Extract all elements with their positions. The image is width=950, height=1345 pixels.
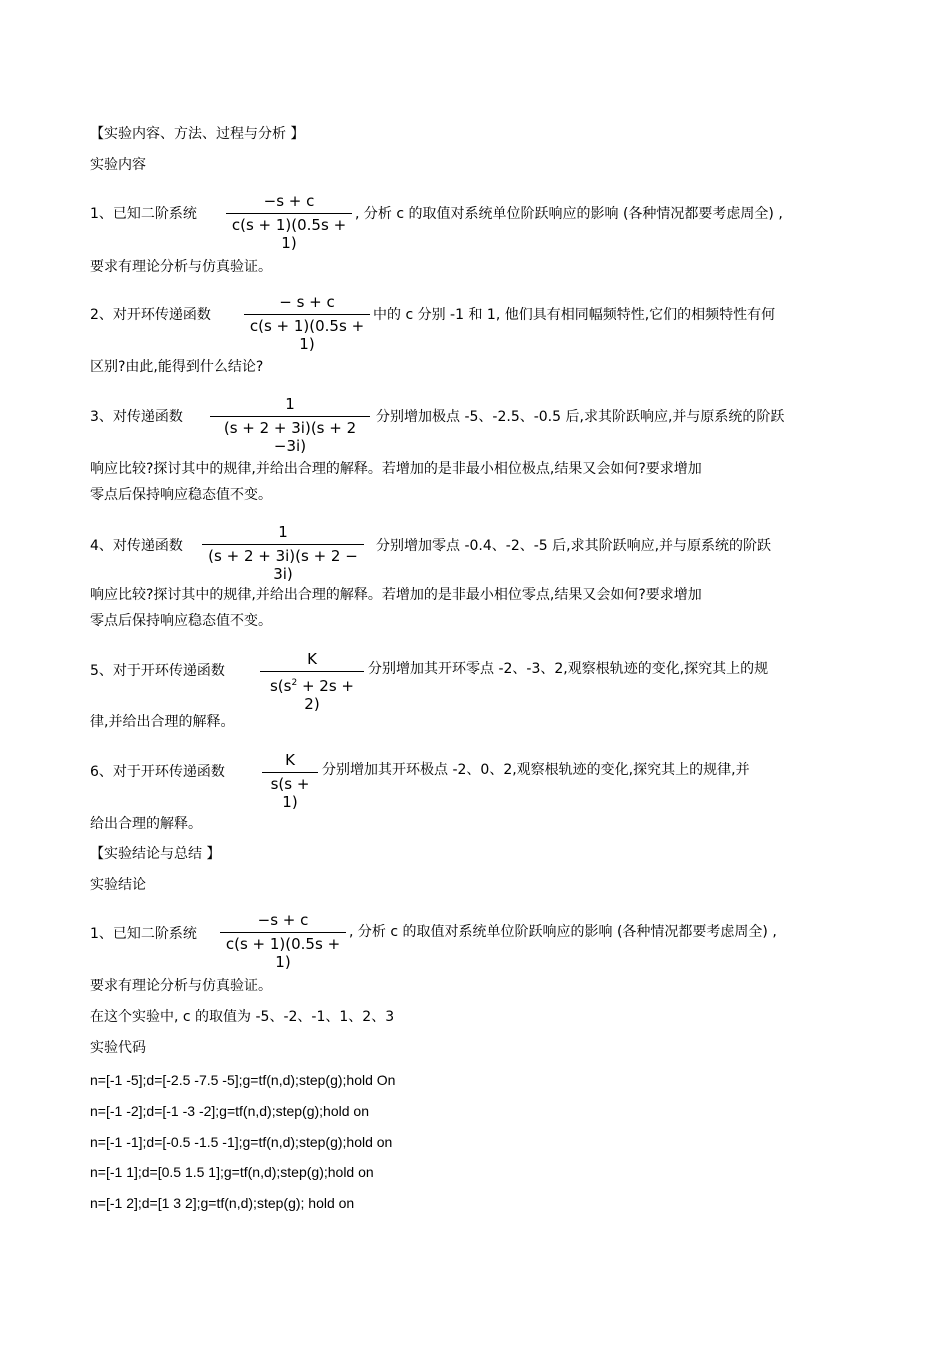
code-line: n=[-1 -5];d=[-2.5 -7.5 -5];g=tf(n,d);step(g);hold On	[90, 1072, 396, 1088]
c-values-text: 在这个实验中, c 的取值为 -5、-2、-1、1、2、3	[90, 1009, 395, 1025]
conclusion-item1-lead: 1、已知二阶系统	[90, 926, 197, 942]
item3-fraction	[210, 395, 370, 455]
item5-tail: 分别增加其开环零点 -2、-3、2,观察根轨迹的变化,探究其上的规	[368, 661, 769, 677]
item6-tail: 分别增加其开环极点 -2、0、2,观察根轨迹的变化,探究其上的规律,并	[322, 762, 750, 778]
item3-cont-2: 零点后保持响应稳态值不变。	[90, 487, 272, 503]
item1-cont: 要求有理论分析与仿真验证。	[90, 259, 272, 275]
item6-numerator: K	[285, 751, 295, 769]
item1-fraction	[226, 192, 352, 252]
item4-tail: 分别增加零点 -0.4、-2、-5 后,求其阶跃响应,并与原系统的阶跃	[376, 538, 772, 554]
item4-cont-2: 零点后保持响应稳态值不变。	[90, 613, 272, 629]
item5-numerator: K	[307, 650, 317, 668]
item1-lead: 1、已知二阶系统	[90, 206, 197, 222]
conclusion-item1-denominator: c(s + 1)(0.5s + 1)	[225, 935, 341, 971]
item2-fraction	[244, 293, 370, 353]
item4-cont-1: 响应比较?探讨其中的规律,并给出合理的解释。若增加的是非最小相位零点,结果又会如何?要求增加	[90, 587, 702, 603]
conclusion-item1-numerator: −s + c	[257, 911, 309, 929]
item6-denominator: s(s + 1)	[270, 775, 310, 811]
item5-cont: 律,并给出合理的解释。	[90, 714, 235, 730]
item3-denominator: (s + 2 + 3i)(s + 2 −3i)	[223, 419, 357, 455]
code-line: n=[-1 -2];d=[-1 -3 -2];g=tf(n,d);step(g);hold on	[90, 1103, 369, 1119]
item4-fraction	[202, 523, 364, 583]
conclusion-item1-fraction	[220, 911, 346, 971]
item1-tail: , 分析 c 的取值对系统单位阶跃响应的影响 (各种情况都要考虑周全) ,	[355, 206, 783, 222]
item2-numerator: − s + c	[279, 293, 335, 311]
item1-denominator: c(s + 1)(0.5s + 1)	[231, 216, 347, 252]
item5-denominator: $s(s^2 + 2s + 2)$	[269, 677, 355, 713]
item4-denominator: (s + 2 + 3i)(s + 2 − 3i)	[208, 547, 358, 583]
item5-fraction	[260, 650, 364, 713]
item4-lead: 4、对传递函数	[90, 538, 183, 554]
item2-cont: 区别?由此,能得到什么结论?	[90, 359, 264, 375]
code-line: n=[-1 -1];d=[-0.5 -1.5 -1];g=tf(n,d);step(g);hold on	[90, 1134, 393, 1150]
item3-tail: 分别增加极点 -5、-2.5、-0.5 后,求其阶跃响应,并与原系统的阶跃	[376, 409, 785, 425]
item4-numerator: 1	[278, 523, 288, 541]
item3-lead: 3、对传递函数	[90, 409, 183, 425]
item5-lead: 5、对于开环传递函数	[90, 663, 225, 679]
section-heading-conclusion: 【实验结论与总结 】	[90, 846, 221, 862]
conclusion-item1-cont: 要求有理论分析与仿真验证。	[90, 978, 272, 994]
section-heading-content: 【实验内容、方法、过程与分析 】	[90, 126, 305, 142]
subheading-content: 实验内容	[90, 157, 146, 173]
code-line: n=[-1 1];d=[0.5 1.5 1];g=tf(n,d);step(g);hold on	[90, 1164, 374, 1180]
item3-cont-1: 响应比较?探讨其中的规律,并给出合理的解释。若增加的是非最小相位极点,结果又会如何?要求增加	[90, 461, 702, 477]
item3-numerator: 1	[285, 395, 295, 413]
item6-fraction	[262, 751, 318, 811]
item2-lead: 2、对开环传递函数	[90, 307, 211, 323]
code-line: n=[-1 2];d=[1 3 2];g=tf(n,d);step(g); hold on	[90, 1195, 355, 1211]
conclusion-subheading: 实验结论	[90, 877, 146, 893]
item6-lead: 6、对于开环传递函数	[90, 764, 225, 780]
item2-denominator: c(s + 1)(0.5s + 1)	[249, 317, 365, 353]
item6-cont: 给出合理的解释。	[90, 816, 202, 832]
item2-tail: 中的 c 分别 -1 和 1, 他们具有相同幅频特性,它们的相频特性有何	[373, 307, 776, 323]
code-label: 实验代码	[90, 1040, 146, 1056]
item1-numerator: −s + c	[263, 192, 315, 210]
conclusion-item1-tail: , 分析 c 的取值对系统单位阶跃响应的影响 (各种情况都要考虑周全) ,	[349, 924, 777, 940]
